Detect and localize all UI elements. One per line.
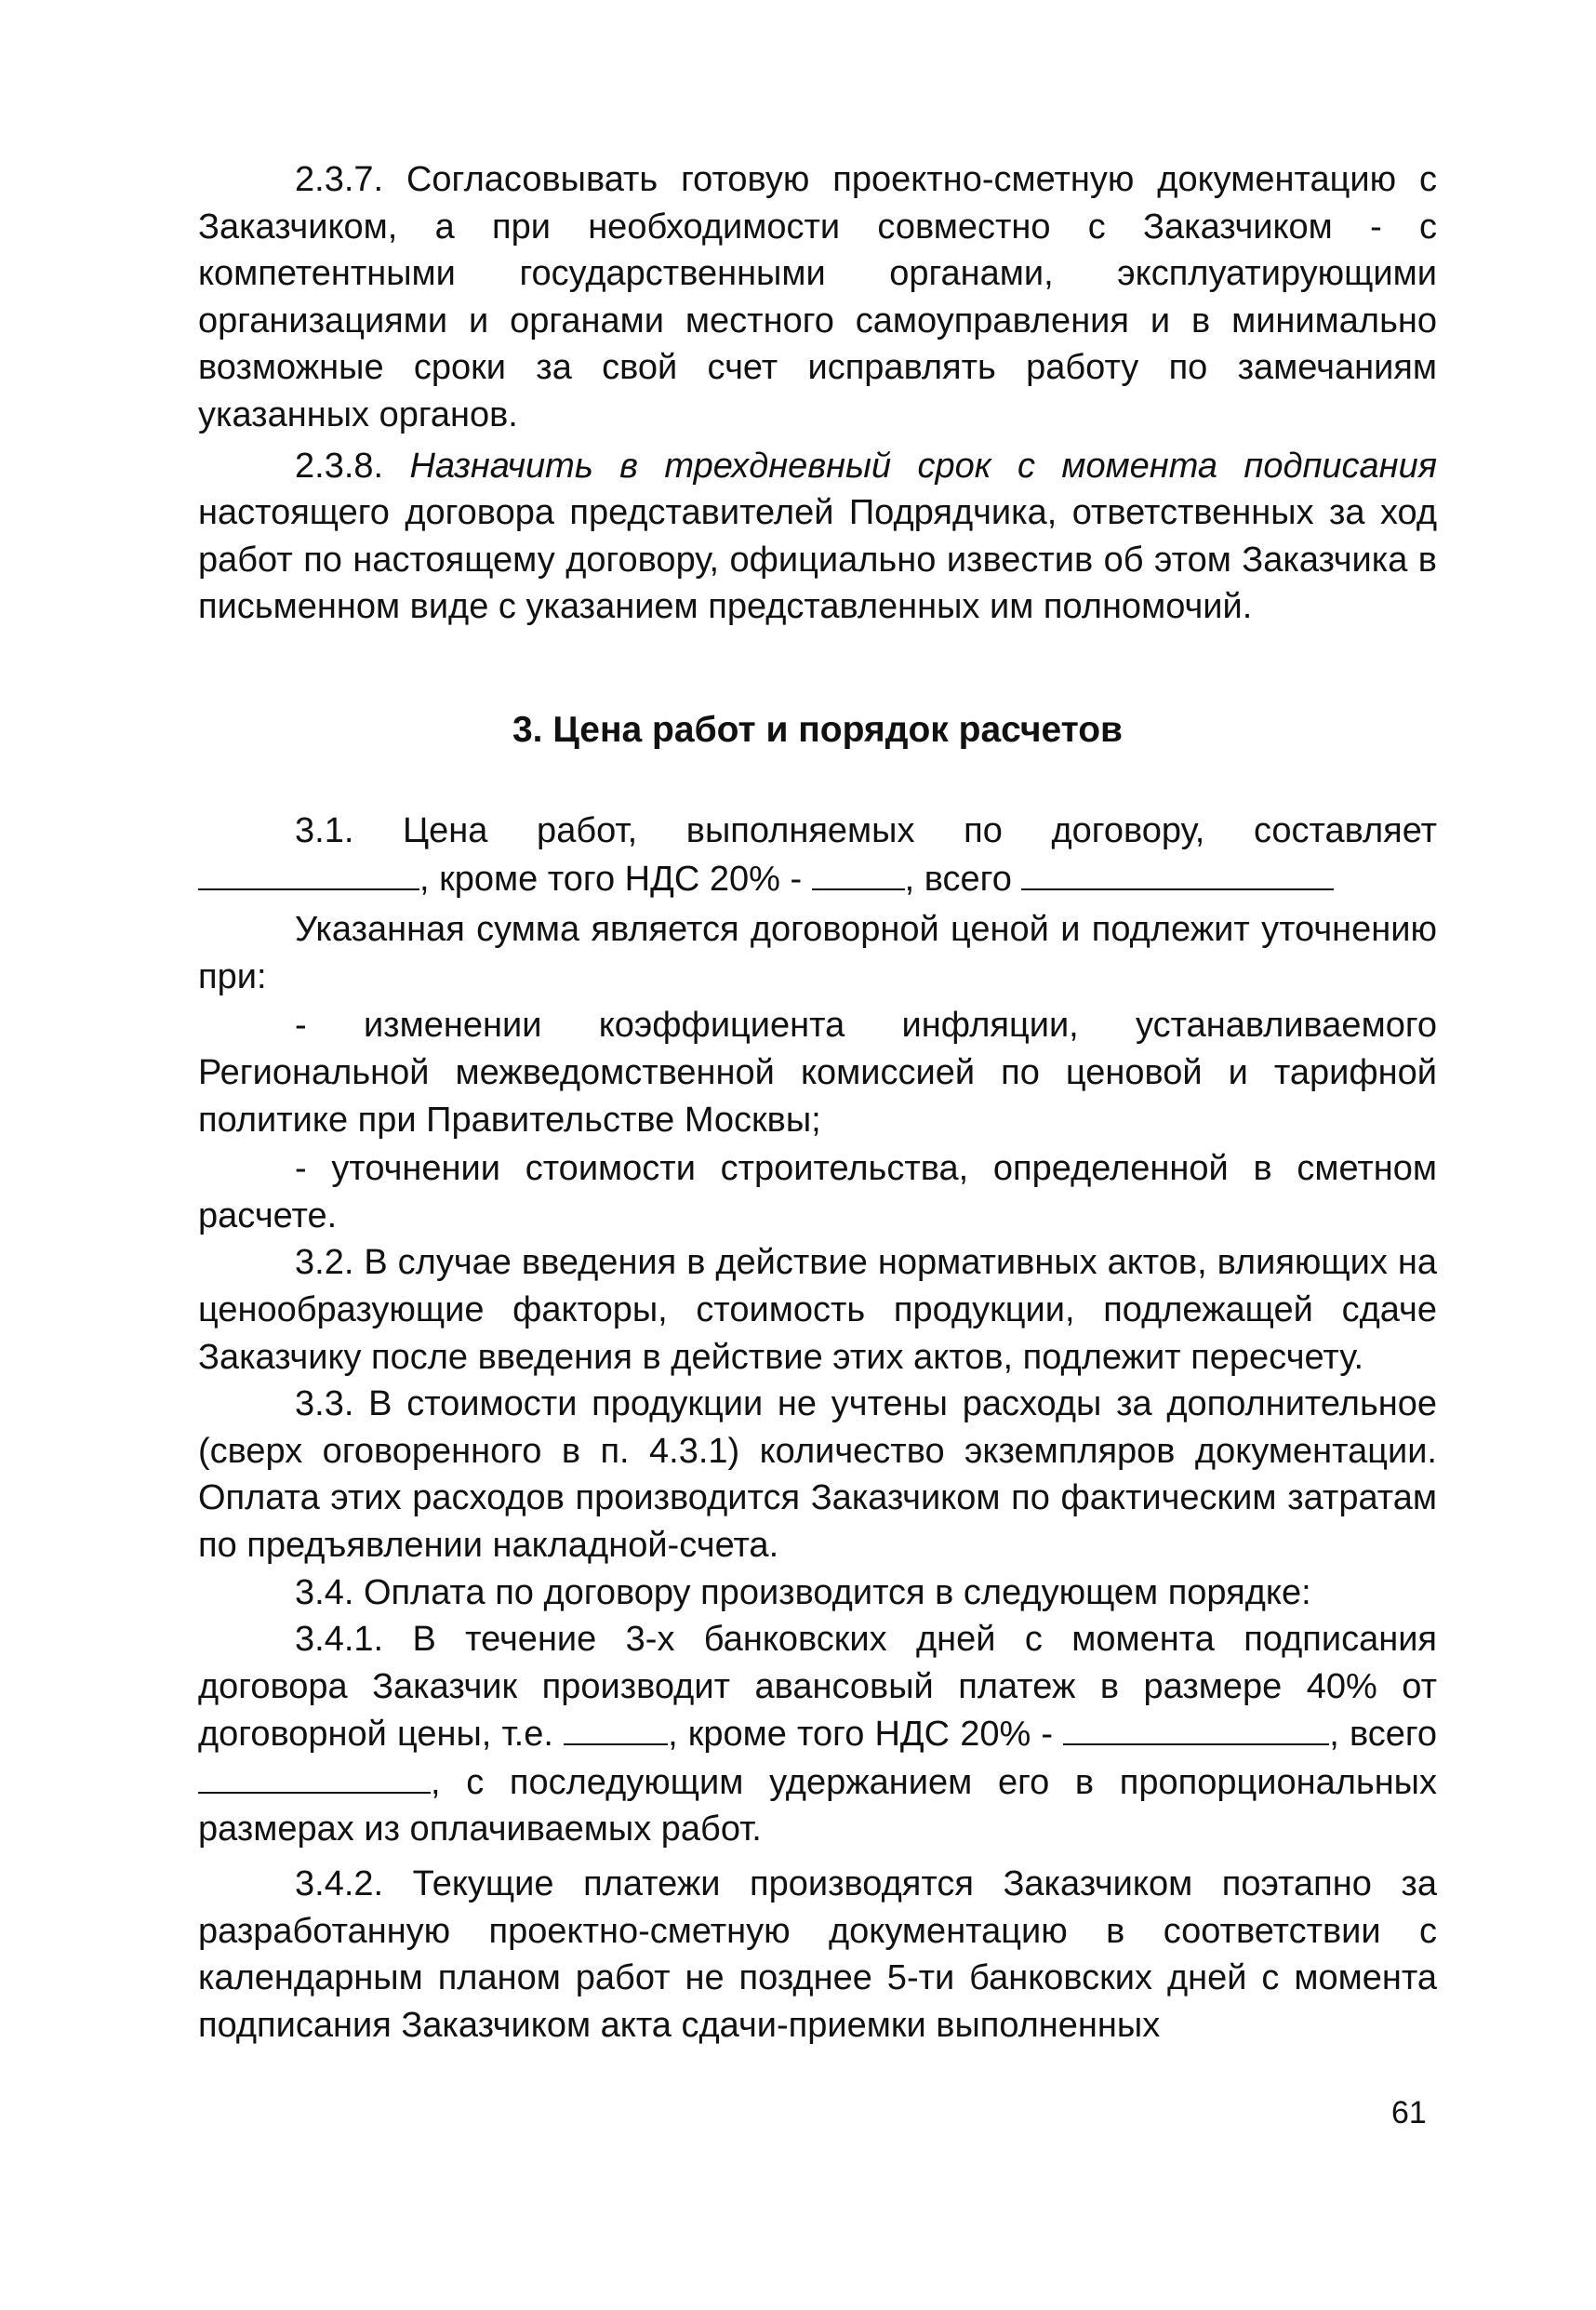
paragraph-2-3-8-italic: Назначить в трехдневный срок с момента подписания [409, 446, 1437, 486]
bullet-estimate: - уточнении стоимости строительства, определенной в сметном расчете. [198, 1149, 1437, 1235]
total-blank [1021, 855, 1334, 890]
price-blank [198, 855, 419, 890]
paragraph-3-1-line1: 3.1. Цена работ, выполняемых по договору, составляет [295, 811, 1437, 850]
advance-total-blank [198, 1758, 431, 1794]
paragraph-3-3: 3.3. В стоимости продукции не учтены расходы за дополнительное (сверх оговоренного в п. 4.3.1) количество экземпляров документации. Оплата этих расходов производится Заказчиком по фактическим затратам по предъявлении накладной-счета. [198, 1384, 1437, 1565]
paragraph-3-2: 3.2. В случае введения в действие нормативных актов, влияющих на ценообразующие факторы, стоимость продукции, подлежащей сдаче Заказчику после введения в действие этих актов, подлежит пересчету. [198, 1243, 1437, 1377]
paragraph-2-3-8-number: 2.3.8. [295, 446, 384, 486]
paragraph-3-4-1 [198, 1616, 1437, 1853]
bullet-inflation: - изменении коэффициента инфляции, устанавливаемого Региональной межведомственной комиссией по ценовой и тарифной политике при Правительстве Москвы; [198, 1006, 1437, 1140]
paragraph-3-4-2: 3.4.2. Текущие платежи производятся Заказчиком поэтапно за разработанную проектно-сметную документацию в соответствии с календарным планом работ не позднее 5-ти банковских дней с момента подписания Заказчиком акта сдачи-приемки выполненных [198, 1864, 1437, 2045]
paragraph-2-3-8-rest: настоящего договора представителей Подрядчика, ответственных за ход работ по настоящему договору, официально известив об этом Заказчика в письменном виде с указанием представленных им полномочий. [198, 493, 1437, 627]
section-3-body [198, 808, 1437, 2049]
paragraph-3-1-line2 [198, 855, 1437, 903]
advance-vat-label: , кроме того НДС 20% - [668, 1715, 1054, 1755]
section-3-heading: 3. Цена работ и порядок расчетов [512, 710, 1124, 750]
paragraph-2-3-8 [198, 443, 1437, 631]
paragraph-2-3-7: 2.3.7. Согласовывать готовую проектно-сметную документацию с Заказчиком, а при необходимости совместно с Заказчиком - с компетентными государственными органами, эксплуатирующими организациями и органами местного самоуправления и в минимально возможные сроки за свой счет исправлять работу по замечаниям указанных органов. [198, 160, 1437, 434]
section-2-continuation [198, 156, 1437, 631]
section-3-heading-block [198, 707, 1437, 754]
total-label: , всего [904, 859, 1012, 899]
vat-blank [812, 855, 905, 890]
paragraph-sum-clarification: Указанная сумма является договорной ценой и подлежит уточнению при: [198, 910, 1437, 996]
advance-total-label: , всего [1329, 1715, 1438, 1755]
advance-amount-blank [564, 1710, 668, 1745]
paragraph-3-4: 3.4. Оплата по договору производится в следующем порядке: [295, 1572, 1311, 1612]
advance-deduction-text: , с последующим удержанием его в пропорциональных размерах из оплачиваемых работ. [198, 1762, 1437, 1849]
advance-vat-blank [1063, 1710, 1329, 1745]
vat-label: , кроме того НДС 20% - [419, 859, 803, 899]
page-number: 61 [1391, 2095, 1427, 2130]
advance-payment-text: 3.4.1. В течение 3-х банковских дней с момента подписания договора Заказчик производит авансовый платеж в размере 40% от договорной цены, т.е. [198, 1620, 1437, 1755]
